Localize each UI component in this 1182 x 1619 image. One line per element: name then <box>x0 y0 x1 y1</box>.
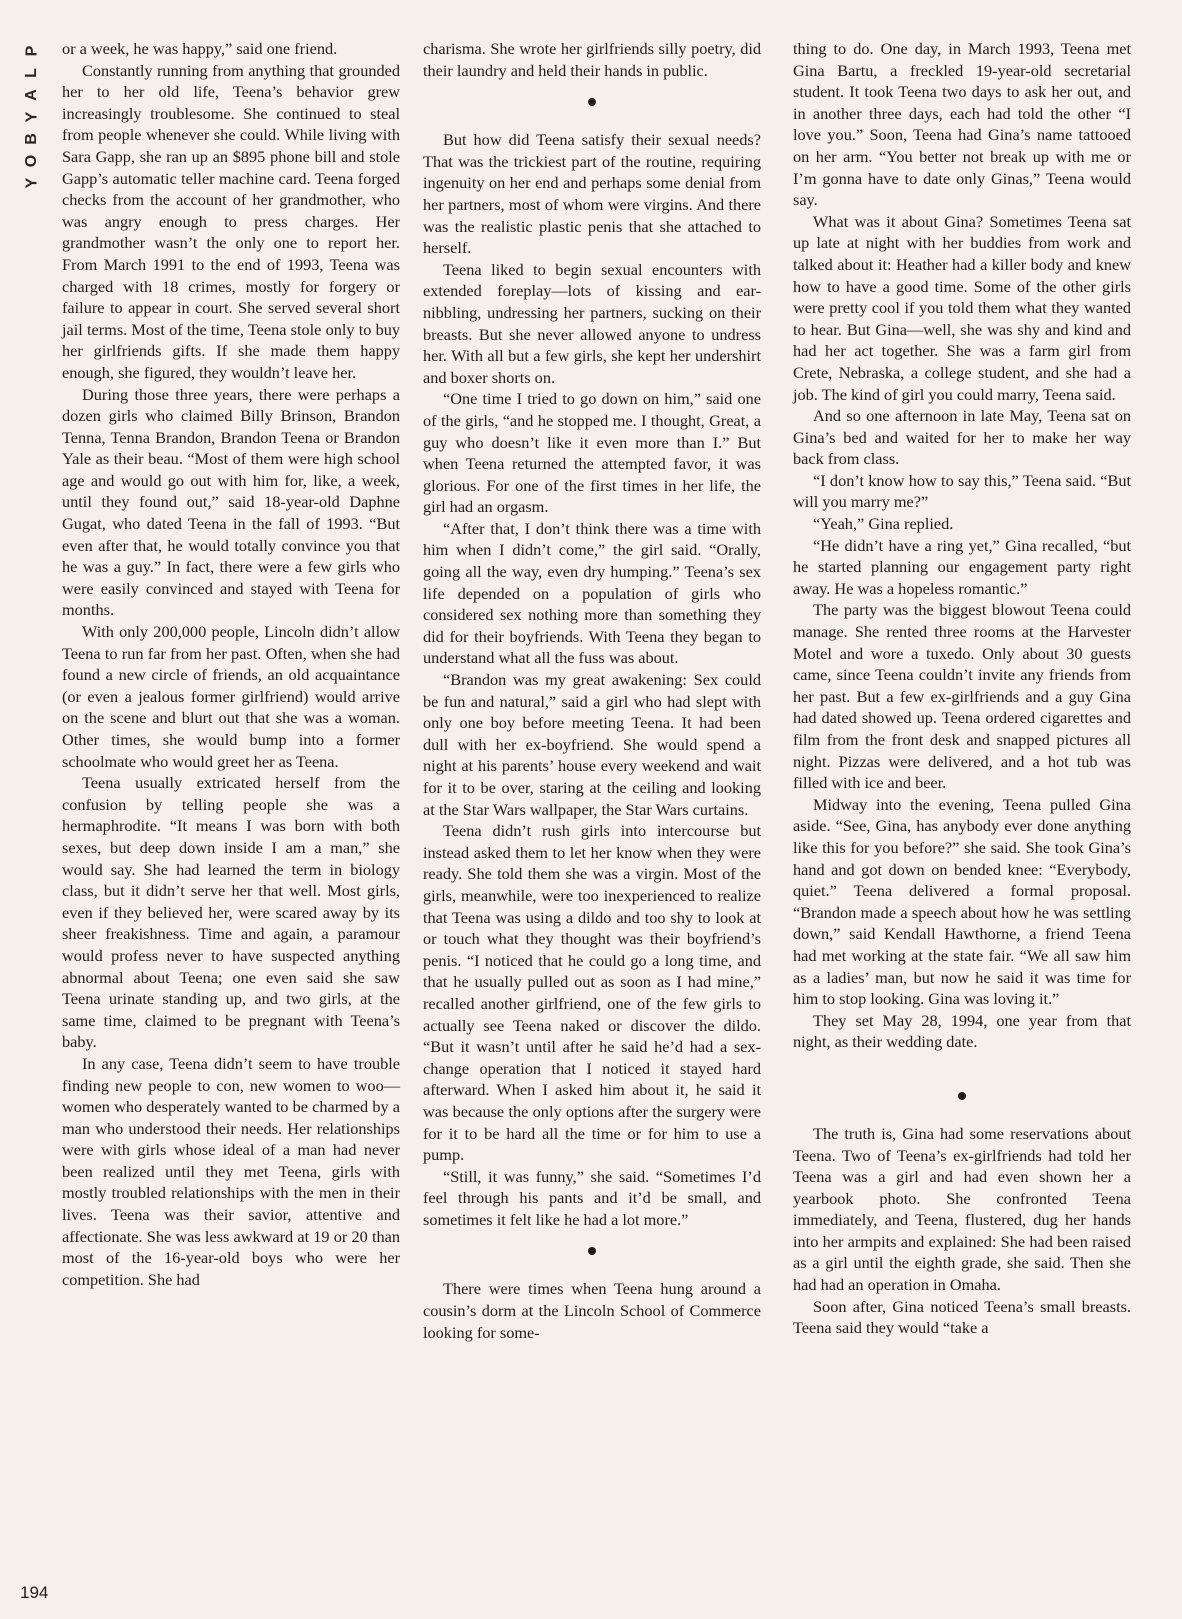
paragraph: charisma. She wrote her girlfriends silly poetry, did their laundry and held their hands in public. <box>423 39 761 80</box>
tag-letter: B <box>23 133 40 145</box>
section-break-bullet <box>958 1092 966 1100</box>
paragraph: With only 200,000 people, Lincoln didn’t allow Teena to run far from her past. Often, when she had found a new circle of friends, an old acquaintance (or even a jealous former girlfriend) would arrive on the scene and blurt out that she was a woman. Other times, she would bump into a former schoolmate who would greet her as Teena. <box>62 622 400 771</box>
tag-letter: Y <box>22 177 40 189</box>
paragraph: The party was the biggest blowout Teena could manage. She rented three rooms at the Harvester Motel and wore a tuxedo. Only about 30 guests came, since Teena couldn’t invite any friends from her past. But a few ex-girlfriends and a guy Gina had dated showed up. Teena ordered cigarettes and film from the front desk and snapped pictures all night. Pizzas were delivered, and a hot tub was filled with ice and beer. <box>793 600 1131 793</box>
paragraph: Teena usually extricated herself from the confusion by telling people she was a hermaphrodite. “It means I was born with both sexes, but deep down inside I am a man,” she would say. She had learned the term in biology class, but it didn’t serve her that well. Most girls, even if they believed her, were scared away by its sheer freakishness. Time and again, a paramour would profess never to have suspected anything abnormal about Teena; one even said she saw Teena urinate standing up, and two girls, at the same time, claimed to be pregnant with Teena’s baby. <box>62 773 400 1052</box>
paragraph: “Yeah,” Gina replied. <box>813 514 954 534</box>
paragraph: But how did Teena satisfy their sexual needs? That was the trickiest part of the routine, requiring ingenuity on her end and perhaps some denial from her partners, most of whom were virgins. And there was the realistic plastic penis that she attached to herself. <box>423 130 761 258</box>
paragraph: “One time I tried to go down on him,” said one of the girls, “and he stopped me. I thought, Great, a guy who doesn’t like it even more than I.” But when Teena returned the attempted favor, it was glorious. For one of the first times in her life, the girl had an orgasm. <box>423 389 761 517</box>
paragraph: Teena didn’t rush girls into intercourse but instead asked them to let her know when they were ready. She told them she was a virgin. Most of the girls, meanwhile, were too inexperienced to realize that Teena was using a dildo and too shy to look at or touch what they thought was their boyfriend’s penis. “I noticed that he could go a long time, and that he usually pulled out as soon as I had mine,” recalled another girlfriend, one of the few girls to actually see Teena naked or discover the dildo. “But it wasn’t until after he said he’d had a sex-change operation that I noticed it stayed hard afterward. When I asked him about it, he said it was because the only options after the surgery were for it to be hard all the time or for him to use a pump. <box>423 821 761 1165</box>
paragraph: “I don’t know how to say this,” Teena said. “But will you marry me?” <box>793 470 1131 512</box>
text-column-3 <box>793 38 1131 1339</box>
text-column-1 <box>62 38 400 1290</box>
magazine-vertical-tag <box>18 40 46 194</box>
paragraph: thing to do. One day, in March 1993, Teena met Gina Bartu, a freckled 19-year-old secretarial student. It took Teena two days to ask her out, and in another three days, each had told the other “I love you.” Soon, Teena had Gina’s name tattooed on her arm. “You better not break up with me or I’m gonna have to date only Ginas,” Teena would say. <box>793 39 1131 210</box>
tag-letter: O <box>22 154 40 168</box>
paragraph: Midway into the evening, Teena pulled Gina aside. “See, Gina, has anybody ever done anything like this for you before?” she said. She took Gina’s hand and got down on bended knee: “Everybody, quiet.” Teena delivered a formal proposal. “Brandon made a speech about how he was settling down,” said Kendall Hawthorne, a friend Teena had met working at the state fair. “We all saw him as a ladies’ man, but now he said it was time for him to stop looking. Gina was loving it.” <box>793 794 1131 1009</box>
paragraph: The truth is, Gina had some reservations about Teena. Two of Teena’s ex-girlfriends had told her Teena was a girl and had even shown her a yearbook photo. She confronted Teena immediately, and Teena, flustered, dug her hands into her armpits and explained: She had been raised as a girl until the eighth grade, she said. Then she had had an operation in Omaha. <box>793 1123 1131 1295</box>
paragraph: And so one afternoon in late May, Teena sat on Gina’s bed and waited for her to make her way back from class. <box>793 406 1131 469</box>
paragraph: Constantly running from anything that grounded her to her old life, Teena’s behavior grew increasingly troublesome. She continued to steal from people whenever she could. While living with Sara Gapp, she ran up an $895 phone bill and stole Gapp’s automatic teller machine card. Teena forged checks from the account of her grandmother, who was angry enough to press charges. Her grandmother wasn’t the only one to report her. From March 1991 to the end of 1993, Teena was charged with 18 crimes, mostly for forgery or failure to appear in court. She served several short jail terms. Most of the time, Teena stole only to buy her girlfriends gifts. If she made them happy enough, she figured, they wouldn’t leave her. <box>62 60 400 382</box>
section-break-bullet <box>588 98 596 106</box>
paragraph: Teena liked to begin sexual encounters with extended foreplay—lots of kissing and ear-nibbling, undressing her partners, sucking on their breasts. But she never allowed anyone to undress her. With all but a few girls, she kept her undershirt and boxer shorts on. <box>423 259 761 387</box>
paragraph: Soon after, Gina noticed Teena’s small breasts. Teena said they would “take a <box>793 1296 1131 1338</box>
paragraph: or a week, he was happy,” said one friend. <box>62 39 338 58</box>
tag-letter: L <box>23 68 40 78</box>
tag-letter: A <box>23 89 40 101</box>
paragraph: “He didn’t have a ring yet,” Gina recalled, “but he started planning our engagement party right away. He was a hopeless romantic.” <box>793 535 1131 598</box>
section-break-bullet <box>588 1247 596 1255</box>
paragraph: In any case, Teena didn’t seem to have trouble finding new people to con, new women to woo—women who desperately wanted to be charmed by a man who understood their needs. Her relationships were with girls whose ideal of a man had never been realized until they met Teena, girls with mostly troubled relationships with the men in their lives. Teena was their savior, attentive and affectionate. She was less awkward at 19 or 20 than most of the 16-year-old boys who were her competition. She had <box>62 1053 400 1289</box>
paragraph: “Still, it was funny,” she said. “Sometimes I’d feel through his pants and it’d be small, and sometimes it felt like he had a lot more.” <box>423 1166 761 1229</box>
tag-letter: P <box>22 45 40 57</box>
text-column-2 <box>423 38 761 1343</box>
paragraph: There were times when Teena hung around a cousin’s dorm at the Lincoln School of Commerce looking for some- <box>423 1279 761 1342</box>
tag-letter: Y <box>22 111 40 123</box>
page-number: 194 <box>20 1583 49 1602</box>
paragraph: What was it about Gina? Sometimes Teena sat up late at night with her buddies from work and talked about it: Heather had a killer body and knew how to have a good time. Some of the other girls were pretty cool if you told them what they wanted to hear. But Gina—well, she was shy and kind and had her act together. She was a farm girl from Crete, Nebraska, a college student, and she had a job. The kind of girl you could marry, Teena said. <box>793 211 1131 404</box>
paragraph: They set May 28, 1994, one year from that night, as their wedding date. <box>793 1010 1131 1052</box>
paragraph: “Brandon was my great awakening: Sex could be fun and natural,” said a girl who had slept with only one boy before meeting Teena. It had been dull with her ex-boyfriend. She would spend a night at his parents’ house every weekend and wait for it to be over, staring at the ceiling and looking at the Star Wars wallpaper, the Star Wars curtains. <box>423 670 761 819</box>
paragraph: “After that, I don’t think there was a time with him when I didn’t come,” the girl said. “Orally, going all the way, even dry humping.” Teena’s sex life depended on a population of girls who considered sex nothing more than something they did for their boyfriends. With Teena they began to understand what all the fuss was about. <box>423 518 761 668</box>
paragraph: During those three years, there were perhaps a dozen girls who claimed Billy Brinson, Brandon Tenna, Tenna Brandon, Brandon Teena or Brandon Yale as their beau. “Most of them were high school age and would go out with him for, like, a week, until they found out,” said 18-year-old Daphne Gugat, who dated Teena in the fall of 1993. “But even after that, he would totally convince you that he was a guy.” In fact, there were a few girls who were easily convinced and stayed with Teena for months. <box>62 384 400 620</box>
